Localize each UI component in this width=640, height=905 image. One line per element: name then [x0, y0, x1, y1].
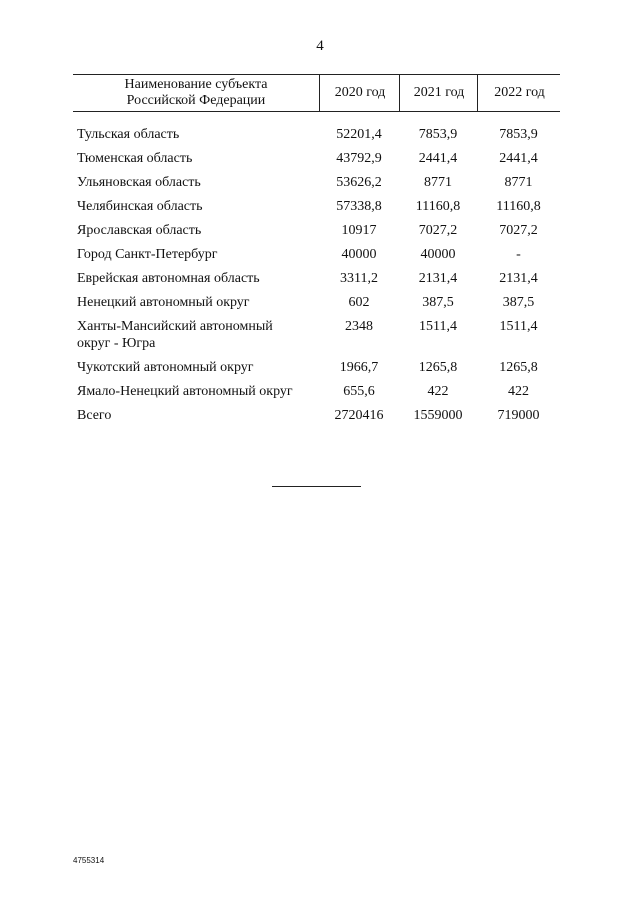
row-value-2020: 10917	[341, 223, 377, 238]
row-value-2020: 2348	[345, 319, 373, 334]
document-id: 4755314	[73, 856, 105, 865]
row-value-2022: 2441,4	[499, 151, 538, 166]
row-value-2022: -	[516, 247, 521, 262]
row-value-2021: 7027,2	[418, 223, 458, 238]
row-value-2020: 3311,2	[340, 271, 378, 286]
row-value-2020: 53626,2	[336, 175, 382, 190]
row-value-2021: 11160,8	[415, 199, 461, 214]
row-value-2020: 43792,9	[336, 151, 382, 166]
row-value-2021: 2131,4	[418, 271, 458, 286]
row-value-2021: 8771	[424, 175, 452, 190]
header-subject-name-line2: Российской Федерации	[126, 93, 266, 108]
row-value-2020: 57338,8	[336, 199, 382, 214]
row-value-2020: 40000	[341, 247, 377, 262]
row-subject-name: Чукотский автономный округ	[77, 360, 254, 375]
table-body	[73, 126, 560, 431]
row-value-2021: 1511,4	[419, 319, 457, 334]
row-value-2021: 1265,8	[418, 360, 458, 375]
table-row-total	[73, 407, 560, 431]
row-value-2022: 1265,8	[499, 360, 538, 375]
row-value-2020: 1966,7	[339, 360, 379, 375]
row-subject-name: Ульяновская область	[77, 175, 201, 190]
row-value-2022: 11160,8	[496, 199, 541, 214]
row-subject-name: Ямало-Ненецкий автономный округ	[77, 384, 293, 399]
row-subject-name: Челябинская область	[77, 199, 203, 214]
row-subject-name-line1: Ханты-Мансийский автономный	[77, 319, 273, 334]
table-row	[73, 222, 560, 246]
row-value-2022: 719000	[497, 408, 540, 423]
table-row	[73, 174, 560, 198]
table-row	[73, 150, 560, 174]
row-value-2022: 7027,2	[499, 223, 538, 238]
row-value-2022: 387,5	[502, 295, 535, 310]
row-subject-name: Всего	[77, 408, 112, 423]
row-subject-name: Ярославская область	[77, 223, 202, 238]
row-subject-name: Тюменская область	[77, 151, 193, 166]
row-value-2021: 7853,9	[418, 127, 458, 142]
row-value-2021: 422	[427, 384, 449, 399]
row-subject-name: Город Санкт-Петербург	[77, 247, 218, 262]
header-subject-name-line1: Наименование субъекта	[124, 77, 268, 92]
row-value-2020: 602	[348, 295, 370, 310]
row-value-2022: 8771	[504, 175, 533, 190]
row-subject-name	[77, 318, 317, 352]
table-row	[73, 246, 560, 270]
row-value-2021: 2441,4	[418, 151, 458, 166]
row-subject-name-line2: округ - Югра	[77, 336, 156, 351]
table-row	[73, 198, 560, 222]
row-value-2021: 1559000	[413, 408, 463, 423]
row-subject-name: Ненецкий автономный округ	[77, 295, 250, 310]
row-value-2022: 422	[508, 384, 529, 399]
header-subject-name	[73, 75, 319, 111]
row-subject-name: Еврейская автономная область	[77, 271, 260, 286]
table-row	[73, 318, 560, 359]
header-2022: 2022 год	[477, 75, 561, 111]
row-value-2022: 7853,9	[499, 127, 538, 142]
table-row	[73, 359, 560, 383]
row-value-2020: 2720416	[334, 408, 384, 423]
row-value-2022: 1511,4	[499, 319, 538, 334]
page-number: 4	[316, 38, 324, 54]
table-row	[73, 270, 560, 294]
table-row	[73, 383, 560, 407]
row-value-2021: 387,5	[422, 295, 454, 310]
row-subject-name: Тульская область	[77, 127, 180, 142]
header-2020: 2020 год	[319, 75, 400, 111]
end-separator-line	[272, 486, 361, 487]
row-value-2020: 655,6	[343, 384, 375, 399]
header-2021: 2021 год	[399, 75, 478, 111]
table-row	[73, 294, 560, 318]
row-value-2020: 52201,4	[336, 127, 382, 142]
table-header	[73, 74, 560, 112]
row-value-2021: 40000	[420, 247, 456, 262]
table-row	[73, 126, 560, 150]
row-value-2022: 2131,4	[499, 271, 538, 286]
